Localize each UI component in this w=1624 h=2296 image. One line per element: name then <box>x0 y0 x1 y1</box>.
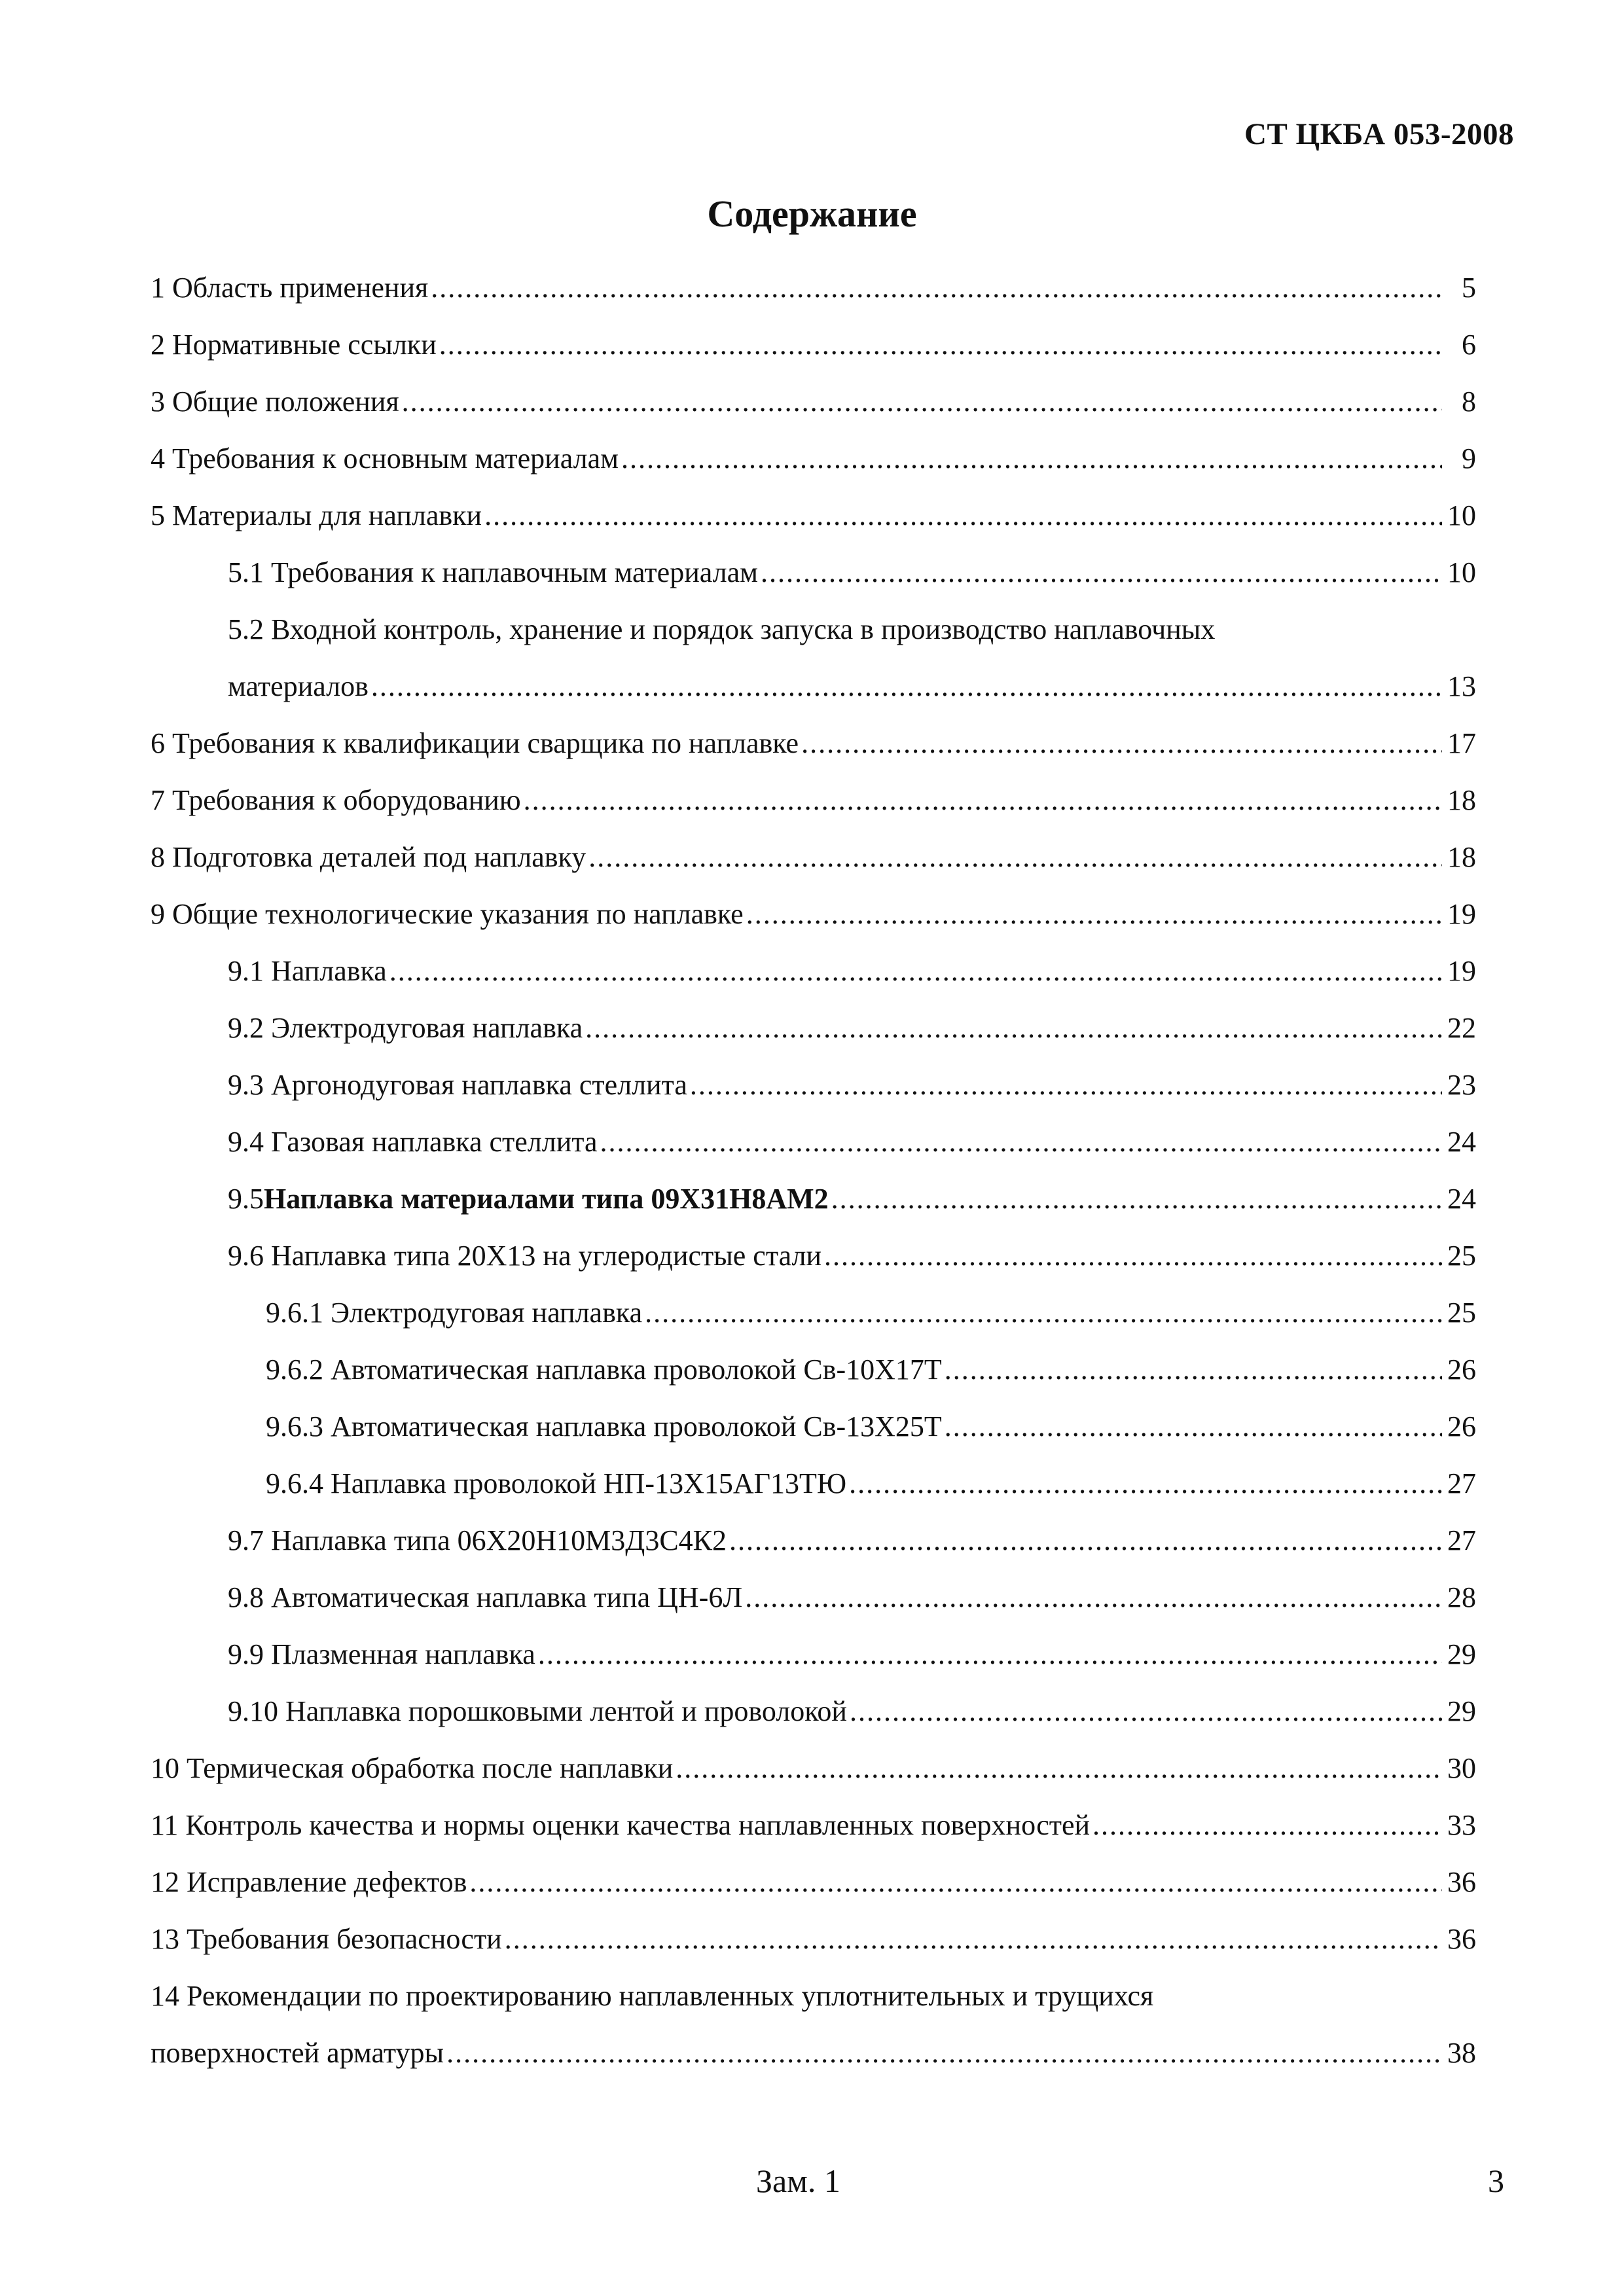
toc-entry-page: 26 <box>1447 1410 1476 1443</box>
toc-entry-page: 24 <box>1447 1126 1476 1158</box>
toc-entry[interactable] <box>151 1011 1476 1068</box>
toc-entry-page: 23 <box>1447 1069 1476 1101</box>
dot-leader <box>645 1296 1442 1329</box>
dot-leader <box>850 1695 1442 1728</box>
toc-entry-label: 5.2 Входной контроль, хранение и порядок запуска в производство наплавочных <box>228 613 1216 645</box>
toc-entry-page: 13 <box>1447 670 1476 702</box>
toc-entry[interactable] <box>151 1353 1476 1410</box>
toc-entry-label: 9.5 <box>228 1183 264 1215</box>
dot-leader <box>945 1410 1442 1443</box>
toc-entry-label: 3 Общие положения <box>151 386 399 418</box>
dot-leader <box>538 1638 1442 1671</box>
toc-entry-page: 22 <box>1447 1012 1476 1044</box>
dot-leader <box>945 1353 1442 1386</box>
dot-leader <box>600 1125 1442 1158</box>
toc-entry-label: 12 Исправление дефектов <box>151 1866 467 1898</box>
toc-entry-page: 33 <box>1447 1809 1476 1841</box>
dot-leader <box>621 442 1442 475</box>
toc-entry-page: 36 <box>1447 1923 1476 1955</box>
toc-entry-label: 4 Требования к основным материалам <box>151 442 619 475</box>
dot-leader <box>761 556 1442 589</box>
toc-entry[interactable] <box>151 1638 1476 1695</box>
dot-leader <box>371 670 1442 703</box>
toc-entry-label: 10 Термическая обработка после наплавки <box>151 1752 674 1784</box>
toc-entry[interactable] <box>151 670 1476 726</box>
toc-entry-label: 5.1 Требования к наплавочным материалам <box>228 556 758 588</box>
toc-entry-label: 9.6.1 Электродуговая наплавка <box>266 1297 643 1329</box>
toc-entry-label: 8 Подготовка деталей под наплавку <box>151 841 586 873</box>
toc-entry-label: 9.7 Наплавка типа 06Х20Н10М3Д3С4К2 <box>228 1524 727 1556</box>
toc-entry-page: 18 <box>1447 841 1476 873</box>
toc-entry-page: 6 <box>1462 329 1476 361</box>
dot-leader <box>484 499 1442 532</box>
toc-entry-label: материалов <box>228 670 369 702</box>
toc-entry-page: 18 <box>1447 784 1476 816</box>
toc-entry[interactable] <box>151 1751 1476 1808</box>
dot-leader <box>849 1467 1442 1500</box>
toc-entry-page: 25 <box>1447 1240 1476 1272</box>
page-title: Содержание <box>707 192 917 235</box>
toc-entry-label: 14 Рекомендации по проектированию наплавленных уплотнительных и трущихся <box>151 1980 1154 2012</box>
toc-entry-label: 5 Материалы для наплавки <box>151 499 482 531</box>
toc-entry[interactable] <box>151 328 1476 385</box>
table-of-contents <box>151 271 1476 2093</box>
toc-entry-label: 1 Область применения <box>151 272 429 304</box>
toc-entry[interactable] <box>151 1922 1476 1979</box>
toc-entry-page: 27 <box>1447 1524 1476 1556</box>
dot-leader <box>439 328 1442 361</box>
dot-leader <box>746 897 1442 931</box>
dot-leader <box>729 1524 1442 1557</box>
toc-entry[interactable] <box>151 840 1476 897</box>
dot-leader <box>389 954 1442 988</box>
toc-entry-page: 24 <box>1447 1183 1476 1215</box>
toc-entry[interactable] <box>151 1239 1476 1296</box>
toc-entry[interactable] <box>151 783 1476 840</box>
toc-entry-page: 29 <box>1447 1695 1476 1727</box>
dot-leader <box>1092 1808 1442 1842</box>
toc-entry-page: 36 <box>1447 1866 1476 1898</box>
toc-entry-page: 29 <box>1447 1638 1476 1670</box>
toc-entry-page: 26 <box>1447 1354 1476 1386</box>
dot-leader <box>402 385 1442 418</box>
toc-entry[interactable] <box>151 556 1476 613</box>
page-number: 3 <box>1488 2162 1504 2199</box>
toc-entry[interactable] <box>151 1125 1476 1182</box>
toc-entry[interactable] <box>151 1581 1476 1638</box>
toc-entry[interactable] <box>151 1865 1476 1922</box>
toc-entry-page: 28 <box>1447 1581 1476 1613</box>
toc-entry-page: 5 <box>1462 272 1476 304</box>
toc-entry[interactable] <box>151 442 1476 499</box>
toc-entry-page: 30 <box>1447 1752 1476 1784</box>
dot-leader <box>824 1239 1442 1272</box>
toc-entry-label: 2 Нормативные ссылки <box>151 329 437 361</box>
toc-entry-label: 9.6.4 Наплавка проволокой НП-13Х15АГ13ТЮ <box>266 1467 847 1499</box>
toc-entry-page: 19 <box>1447 898 1476 930</box>
toc-entry[interactable] <box>151 271 1476 328</box>
toc-entry-page: 10 <box>1447 556 1476 588</box>
toc-entry-page: 19 <box>1447 955 1476 987</box>
dot-leader <box>745 1581 1442 1614</box>
toc-entry[interactable] <box>151 613 1476 670</box>
toc-entry[interactable] <box>151 726 1476 783</box>
dot-leader <box>524 783 1442 817</box>
dot-leader <box>585 1011 1442 1045</box>
toc-entry[interactable] <box>151 1524 1476 1581</box>
toc-entry-page: 9 <box>1462 442 1476 475</box>
toc-entry-label: 9.4 Газовая наплавка стеллита <box>228 1126 598 1158</box>
toc-entry-page: 27 <box>1447 1467 1476 1499</box>
toc-entry-label: 9.6 Наплавка типа 20Х13 на углеродистые стали <box>228 1240 822 1272</box>
dot-leader <box>690 1068 1442 1102</box>
toc-entry[interactable] <box>151 385 1476 442</box>
toc-entry-label: 11 Контроль качества и нормы оценки качества наплавленных поверхностей <box>151 1809 1091 1841</box>
toc-entry[interactable] <box>151 1182 1476 1239</box>
toc-entry-label: 9.2 Электродуговая наплавка <box>228 1012 583 1044</box>
change-note: Зам. 1 <box>756 2162 840 2199</box>
dot-leader <box>801 726 1442 760</box>
toc-entry[interactable] <box>151 2036 1476 2093</box>
toc-entry[interactable] <box>151 1979 1476 2036</box>
toc-entry-page: 38 <box>1447 2037 1476 2069</box>
toc-entry-label: 13 Требования безопасности <box>151 1923 502 1955</box>
toc-entry-label: поверхностей арматуры <box>151 2037 444 2069</box>
toc-entry-label: 7 Требования к оборудованию <box>151 784 521 816</box>
toc-entry-label: 9.3 Аргонодуговая наплавка стеллита <box>228 1069 687 1101</box>
toc-entry[interactable] <box>151 1410 1476 1467</box>
toc-entry[interactable] <box>151 954 1476 1011</box>
toc-entry-page: 25 <box>1447 1297 1476 1329</box>
dot-leader <box>431 271 1442 304</box>
toc-entry-label: 9.9 Плазменная наплавка <box>228 1638 535 1670</box>
toc-entry-label-bold: Наплавка материалами типа 09Х31Н8АМ2 <box>264 1183 829 1215</box>
toc-entry-label: 6 Требования к квалификации сварщика по наплавке <box>151 727 799 759</box>
toc-entry[interactable] <box>151 1695 1476 1751</box>
toc-entry-label: 9.6.2 Автоматическая наплавка проволокой Св-10Х17Т <box>266 1354 942 1386</box>
toc-entry-label: 9.8 Автоматическая наплавка типа ЦН-6Л <box>228 1581 743 1613</box>
toc-entry-page: 10 <box>1447 499 1476 531</box>
toc-entry[interactable] <box>151 897 1476 954</box>
toc-entry[interactable] <box>151 1808 1476 1865</box>
toc-entry-label: 9.10 Наплавка порошковыми лентой и проволокой <box>228 1695 847 1727</box>
toc-entry[interactable] <box>151 1068 1476 1125</box>
toc-entry-label: 9.1 Наплавка <box>228 955 387 987</box>
document-code: СТ ЦКБА 053-2008 <box>1244 117 1514 151</box>
toc-entry[interactable] <box>151 1296 1476 1353</box>
dot-leader <box>831 1182 1442 1215</box>
toc-entry[interactable] <box>151 499 1476 556</box>
dot-leader <box>676 1751 1442 1785</box>
toc-entry-label: 9 Общие технологические указания по наплавке <box>151 898 744 930</box>
dot-leader <box>446 2036 1442 2070</box>
dot-leader <box>469 1865 1442 1899</box>
toc-entry[interactable] <box>151 1467 1476 1524</box>
dot-leader <box>505 1922 1442 1956</box>
dot-leader <box>588 840 1442 874</box>
toc-entry-page: 17 <box>1447 727 1476 759</box>
toc-entry-page: 8 <box>1462 386 1476 418</box>
toc-entry-label: 9.6.3 Автоматическая наплавка проволокой Св-13Х25Т <box>266 1410 942 1443</box>
